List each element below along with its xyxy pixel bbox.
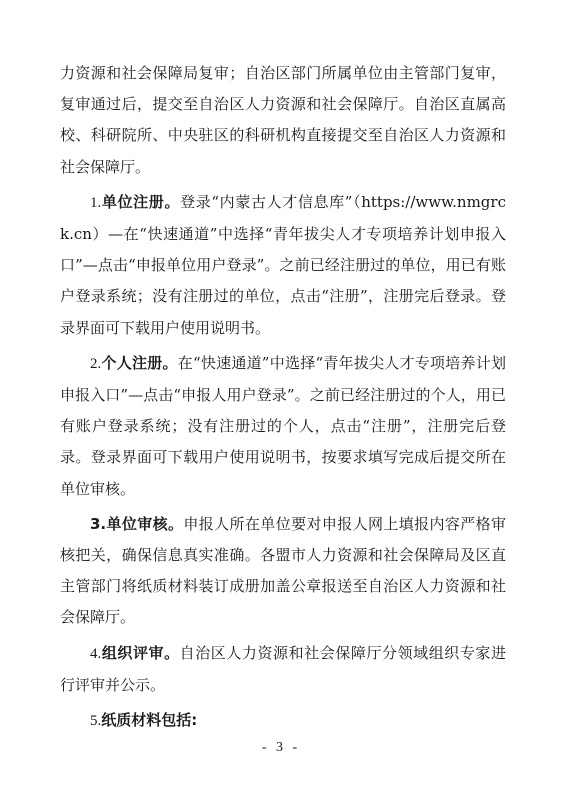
step-number: 2. xyxy=(90,355,102,372)
step-text: 申报人所在单位要对申报人网上填报内容严格审核把关，确保信息真实准确。各盟市人力资源和社会保障局及区直主管部门将纸质材料装订成册加盖公章报送至自治区人力资源和社会保障厅。 xyxy=(60,514,506,627)
step-5-paragraph xyxy=(60,705,506,737)
step-title: 个人注册。 xyxy=(101,353,178,372)
document-body xyxy=(60,58,506,741)
step-3-paragraph xyxy=(60,509,506,634)
continuation-paragraph: 力资源和社会保障局复审；自治区部门所属单位由主管部门复审，复审通过后，提交至自治区人力资源和社会保障厅。自治区直属高校、科研院所、中央驻区的科研机构直接提交至自治区人力资源和社会保障厅。 xyxy=(60,64,506,176)
step-title: 组织评审。 xyxy=(101,643,180,662)
page-number: - 3 - xyxy=(261,740,301,755)
step-text: 登录“内蒙古人才信息库”（https://www.nmgrck.cn）—在“快速通道”中选择“青年拔尖人才专项培养计划申报入口”—点击“申报单位用户登录”。之前已经注册过的单位，用已有账户登录系统；没有注册过的单位，点击“注册”，注册完后登录。登录界面可下载用户使用说明书。 xyxy=(60,192,506,337)
step-4-paragraph xyxy=(60,638,506,701)
step-text: 自治区人力资源和社会保障厅分领域组织专家进行评审并公示。 xyxy=(60,643,506,694)
step-number: 4. xyxy=(90,645,102,662)
step-number: 3. xyxy=(90,514,107,533)
step-1-paragraph xyxy=(60,187,506,344)
step-number: 1. xyxy=(90,194,102,211)
step-number: 5. xyxy=(90,713,102,730)
step-title: 纸质材料包括: xyxy=(101,711,198,730)
step-text: 在“快速通道”中选择“青年拔尖人才专项培养计划申报入口”—点击“申报人用户登录”。之前已经注册过的个人，用已有账户登录系统；没有注册过的个人，点击“注册”，注册完后登录。登录界面可下载用户使用说明书，按要求填写完成后提交所在单位审核。 xyxy=(60,353,506,498)
step-2-paragraph xyxy=(60,348,506,505)
step-title: 单位审核。 xyxy=(106,514,184,533)
step-title: 单位注册。 xyxy=(101,192,181,211)
